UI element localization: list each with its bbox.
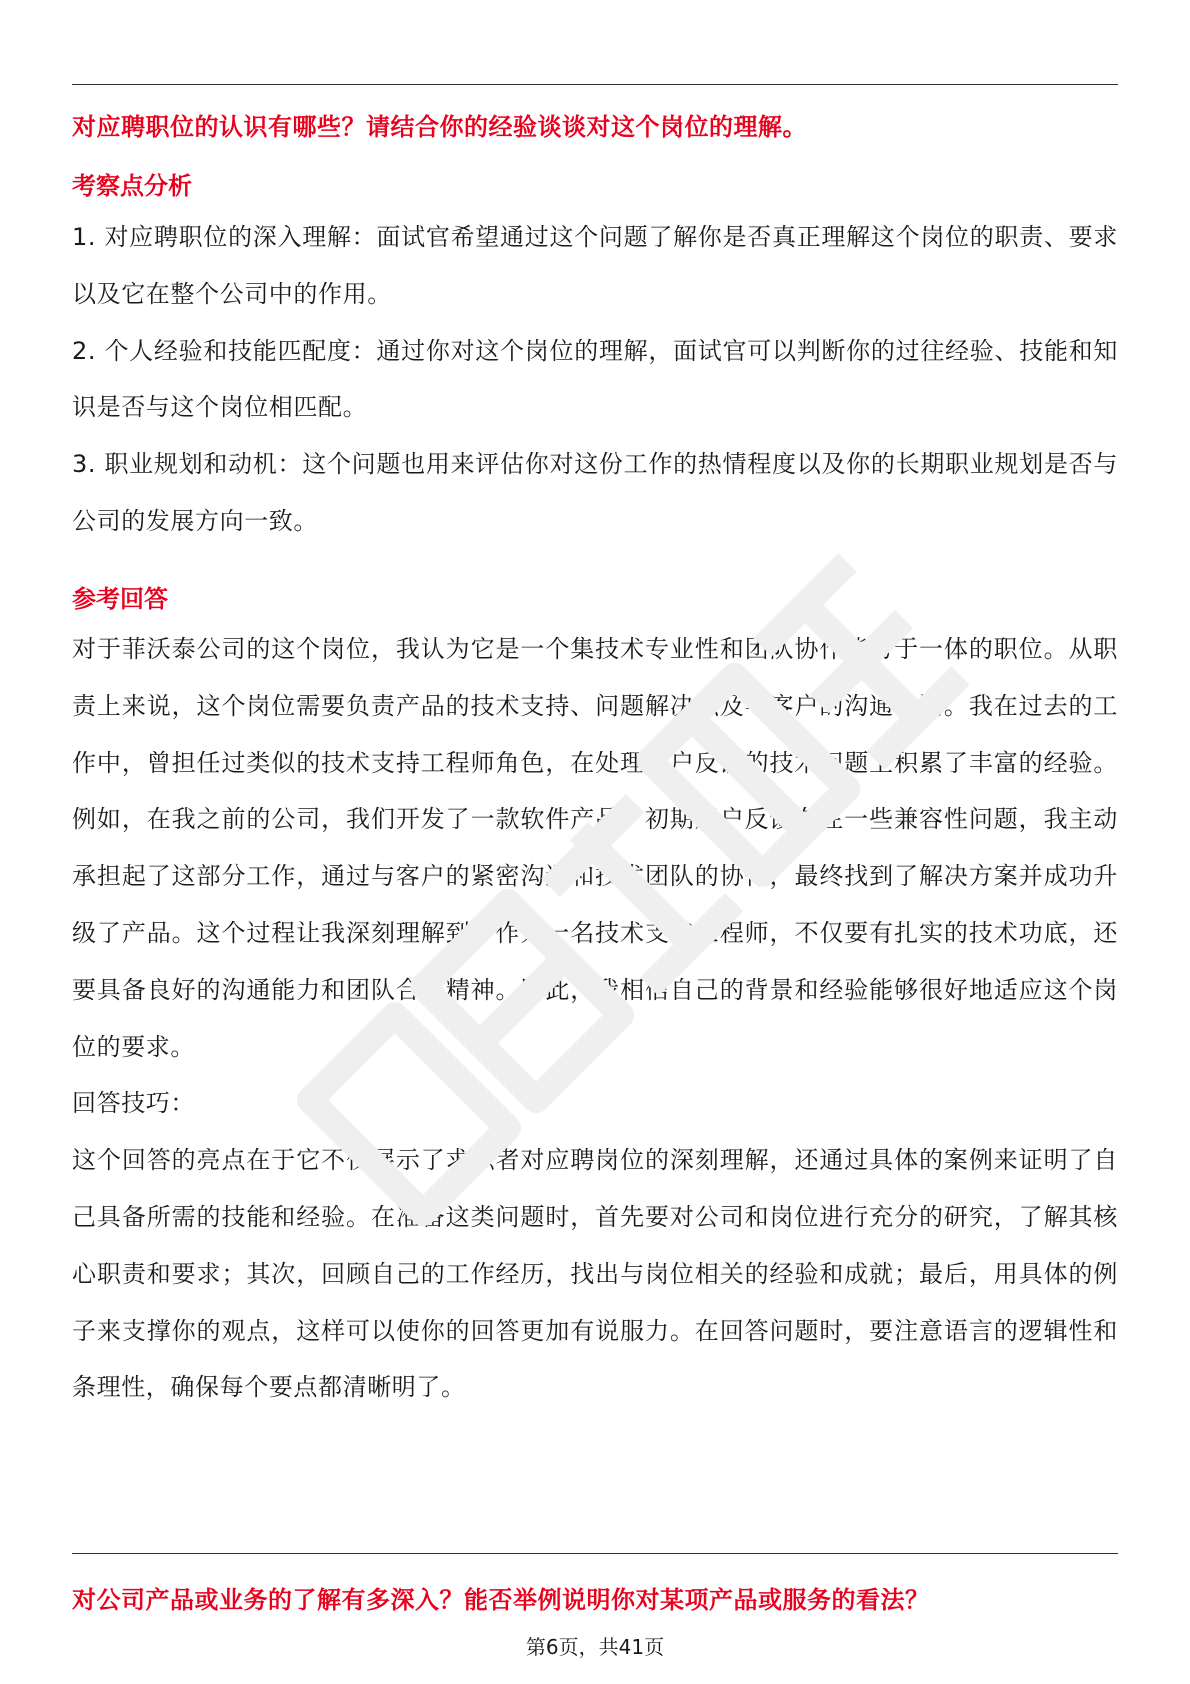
question-title: 对应聘职位的认识有哪些？请结合你的经验谈谈对这个岗位的理解。	[72, 113, 807, 141]
next-question-title: 对公司产品或业务的了解有多深入？能否举例说明你对某项产品或服务的看法？	[72, 1586, 930, 1614]
answer-block	[72, 621, 1118, 1416]
analysis-item: 1. 对应聘职位的深入理解：面试官希望通过这个问题了解你是否真正理解这个岗位的职责、要求以及它在整个公司中的作用。	[72, 223, 1118, 308]
analysis-list	[72, 209, 1118, 550]
analysis-item: 3. 职业规划和动机：这个问题也用来评估你对这份工作的热情程度以及你的长期职业规划是否与公司的发展方向一致。	[72, 450, 1118, 535]
answer-body: 对于菲沃泰公司的这个岗位，我认为它是一个集技术专业性和团队协作能力于一体的职位。从职责上来说，这个岗位需要负责产品的技术支持、问题解决以及与客户的沟通协调。我在过去的工作中，曾担任过类似的技术支持工程师角色，在处理客户反馈的技术问题上积累了丰富的经验。例如，在我之前的公司，我们开发了一款软件产品，初期用户反馈存在一些兼容性问题，我主动承担起了这部分工作，通过与客户的紧密沟通和技术团队的协作，最终找到了解决方案并成功升级了产品。这个过程让我深刻理解到，作为一名技术支持工程师，不仅要有扎实的技术功底，还要具备良好的沟通能力和团队合作精神。因此，我相信自己的背景和经验能够很好地适应这个岗位的要求。	[72, 635, 1118, 1061]
analysis-item: 2. 个人经验和技能匹配度：通过你对这个岗位的理解，面试官可以判断你的过往经验、技能和知识是否与这个岗位相匹配。	[72, 336, 1118, 422]
tips-heading: 回答技巧：	[72, 1089, 195, 1118]
page-number: 第6页，共41页	[525, 1635, 665, 1659]
bottom-divider	[72, 1553, 1118, 1554]
tips-body: 这个回答的亮点在于它不仅展示了求职者对应聘岗位的深刻理解，还通过具体的案例来证明了自己具备所需的技能和经验。在准备这类问题时，首先要对公司和岗位进行充分的研究，了解其核心职责和要求；其次，回顾自己的工作经历，找出与岗位相关的经验和成就；最后，用具体的例子来支撑你的观点，这样可以使你的回答更加有说服力。在回答问题时，要注意语言的逻辑性和条理性，确保每个要点都清晰明了。	[72, 1146, 1118, 1402]
analysis-heading: 考察点分析	[72, 172, 192, 200]
answer-heading: 参考回答	[72, 585, 168, 613]
top-divider	[72, 84, 1118, 85]
